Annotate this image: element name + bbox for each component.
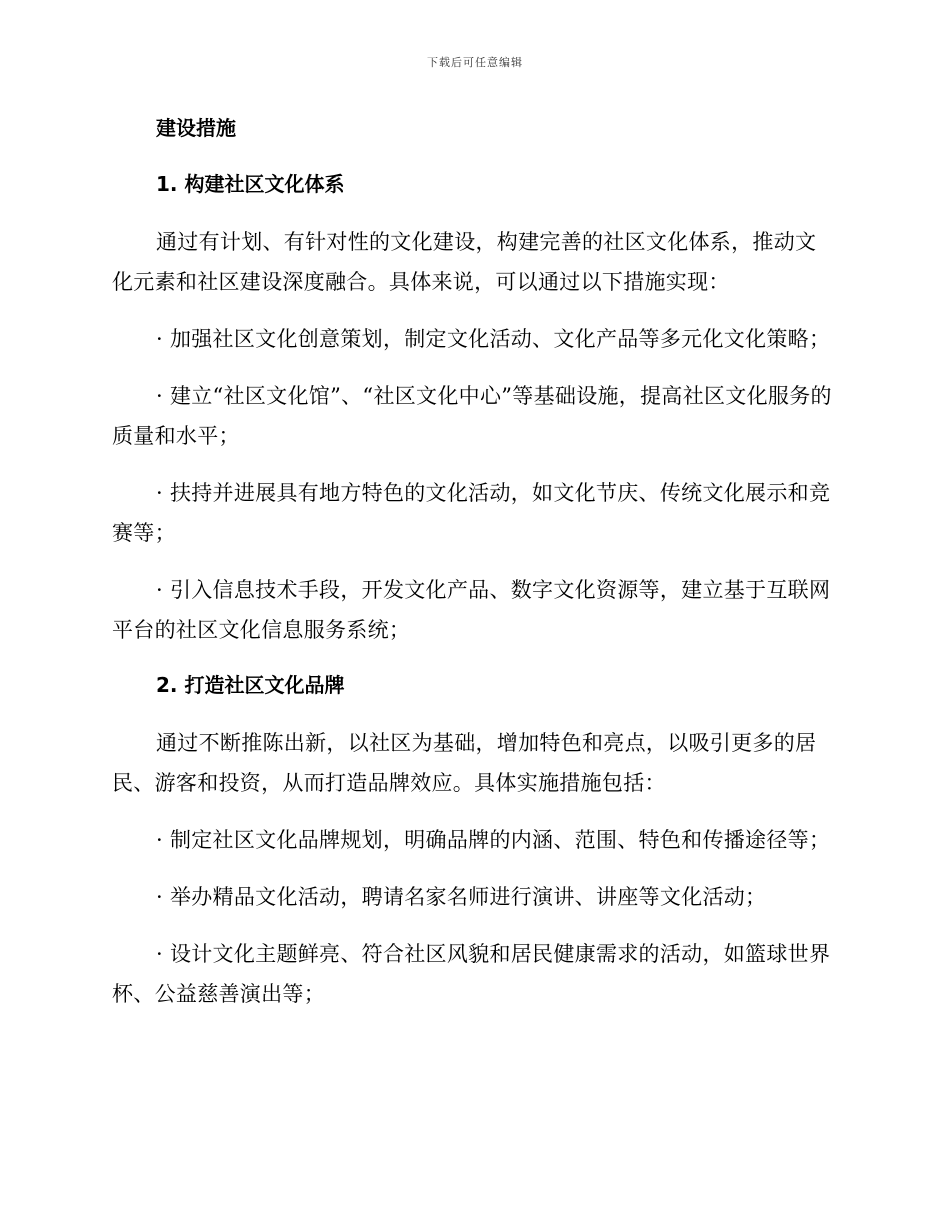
list-item: · 建立“社区文化馆”、“社区文化中心”等基础设施，提高社区文化服务的质量和水平；	[112, 384, 832, 448]
subsection-2-intro: 通过不断推陈出新，以社区为基础，增加特色和亮点，以吸引更多的居民、游客和投资，从而打造品牌效应。具体实施措施包括：	[112, 731, 817, 795]
document-body	[112, 110, 832, 1031]
list-item: · 引入信息技术手段，开发文化产品、数字文化资源等，建立基于互联网平台的社区文化信息服务系统；	[112, 578, 831, 642]
list-item: · 设计文化主题鲜亮、符合社区风貌和居民健康需求的活动，如篮球世界杯、公益慈善演出等；	[112, 942, 831, 1006]
list-item: · 举办精品文化活动，聘请名家名师进行演讲、讲座等文化活动；	[156, 885, 767, 909]
subsection-title-2: 2. 打造社区文化品牌	[156, 673, 345, 697]
list-item: · 制定社区文化品牌规划，明确品牌的内涵、范围、特色和传播途径等；	[156, 828, 831, 852]
subsection-1-intro: 通过有计划、有针对性的文化建设，构建完善的社区文化体系，推动文化元素和社区建设深度融合。具体来说，可以通过以下措施实现：	[112, 230, 817, 294]
section-title: 建设措施	[156, 116, 236, 140]
list-item: · 扶持并进展具有地方特色的文化活动，如文化节庆、传统文化展示和竞赛等；	[112, 481, 831, 545]
subsection-title-1: 1. 构建社区文化体系	[156, 172, 345, 196]
header-note: 下载后可任意编辑	[427, 56, 523, 69]
list-item: · 加强社区文化创意策划，制定文化活动、文化产品等多元化文化策略；	[156, 327, 831, 351]
